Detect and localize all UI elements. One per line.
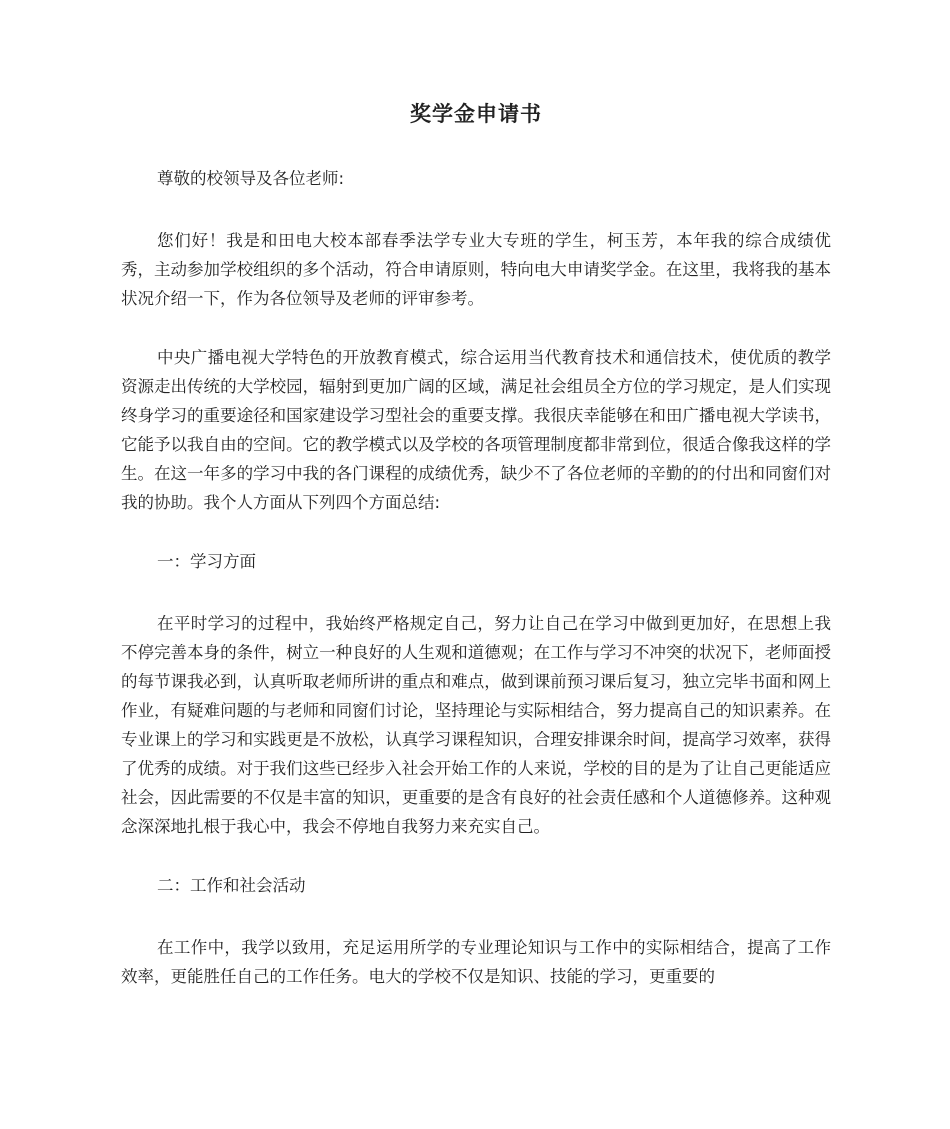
paragraph-intro: 您们好！我是和田电大校本部春季法学专业大专班的学生，柯玉芳，本年我的综合成绩优秀，主动参加学校组织的多个活动，符合申请原则，特向电大申请奖学金。在这里，我将我的基本状况介绍一下，作为各位领导及老师的评审参考。 <box>121 231 831 308</box>
document-page <box>121 96 831 1021</box>
paragraph-background: 中央广播电视大学特色的开放教育模式，综合运用当代教育技术和通信技术，使优质的教学资源走出传统的大学校园，辐射到更加广阔的区域，满足社会组员全方位的学习规定，是人们实现终身学习的重要途径和国家建设学习型社会的重要支撑。我很庆幸能够在和田广播电视大学读书，它能予以我自由的空间。它的教学模式以及学校的各项管理制度都非常到位，很适合像我这样的学生。在这一年多的学习中我的各门课程的成绩优秀，缺少不了各位老师的辛勤的的付出和同窗们对我的协助。我个人方面从下列四个方面总结: <box>121 348 831 512</box>
section-heading-study: 一：学习方面 <box>157 552 256 571</box>
document-title: 奖学金申请书 <box>410 102 542 126</box>
paragraph-study: 在平时学习的过程中，我始终严格规定自己，努力让自己在学习中做到更加好，在思想上我不停完善本身的条件，树立一种良好的人生观和道德观；在工作与学习不冲突的状况下，老师面授的每节课我必到，认真听取老师所讲的重点和难点，做到课前预习课后复习，独立完毕书面和网上作业，有疑难问题的与老师和同窗们讨论，坚持理论与实际相结合，努力提高自己的知识素养。在专业课上的学习和实践更是不放松，认真学习课程知识，合理安排课余时间，提高学习效率，获得了优秀的成绩。对于我们这些已经步入社会开始工作的人来说，学校的目的是为了让自己更能适应社会，因此需要的不仅是丰富的知识，更重要的是含有良好的社会责任感和个人道德修养。这种观念深深地扎根于我心中，我会不停地自我努力来充实自己。 <box>121 614 831 836</box>
salutation: 尊敬的校领导及各位老师: <box>157 169 345 188</box>
section-heading-work: 二：工作和社会活动 <box>157 876 306 895</box>
paragraph-work: 在工作中，我学以致用，充足运用所学的专业理论知识与工作中的实际相结合，提高了工作效率，更能胜任自己的工作任务。电大的学校不仅是知识、技能的学习，更重要的 <box>121 938 831 986</box>
